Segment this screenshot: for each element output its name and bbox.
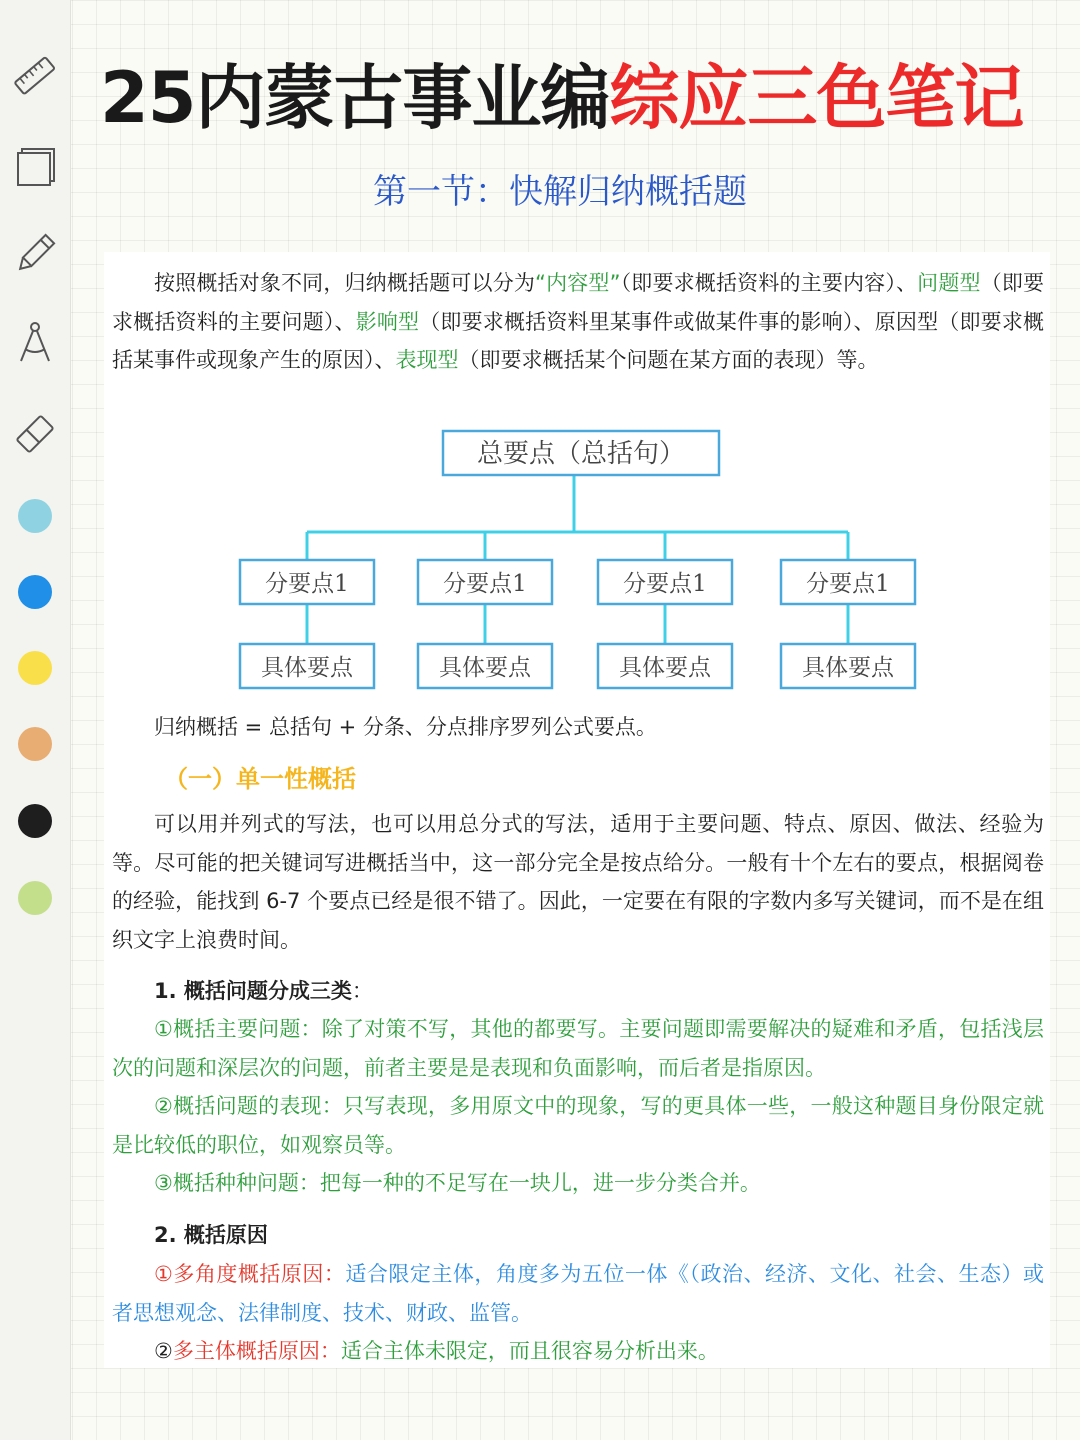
branch-box-label: 分要点1 [443, 571, 527, 597]
color-swatch[interactable] [18, 499, 52, 533]
branch-box [240, 560, 374, 604]
leaf-box [598, 644, 732, 688]
branch-box [598, 560, 732, 604]
sub1-heading-text: 1. 概括问题分成三类 [154, 979, 352, 1003]
note-paper [104, 252, 1050, 1368]
color-swatch[interactable] [18, 804, 52, 838]
color-swatch[interactable] [18, 575, 52, 609]
type-impact: 影响型 [355, 309, 420, 334]
top-box [443, 431, 719, 475]
eraser-icon[interactable] [9, 408, 61, 460]
sub2-item2-label: 多主体概括原因： [172, 1339, 341, 1363]
type-problem: 问题型 [917, 271, 981, 295]
formula-line: 归纳概括 = 总括句 + 分条、分点排序罗列公式要点。 [154, 715, 657, 739]
branch-box-label: 分要点1 [265, 571, 349, 597]
section1-body: 可以用并列式的写法，也可以用总分式的写法，适用于主要问题、特点、原因、做法、经验为等。尽可能的把关键词写进概括当中，这一部分完全是按点给分。一般有十个左右的要点，根据阅卷的经验，能找到 6-7 个要点已经是很不错了。因此，一定要在有限的字数内多写关键词，而不是在组织文字上浪费时间。 [112, 812, 1044, 952]
leaf-box-label: 具体要点 [619, 655, 711, 681]
leaf-box [781, 644, 915, 688]
compass-icon[interactable] [9, 316, 61, 368]
branch-box [781, 560, 915, 604]
type-content: “内容型” [535, 271, 621, 295]
sub2-heading: 2. 概括原因 [154, 1223, 268, 1247]
intro-text-4: （即要求概括资料里某事件或做某件事的影响）、原因型（即要求概括某事件或现象产生的原因）、 [112, 309, 1045, 372]
color-swatch[interactable] [18, 651, 52, 685]
sub1-item2: ②概括问题的表现：只写表现，多用原文中的现象，写的更具体一些，一般这种题目身份限定就是比较低的职位，如观察员等。 [112, 1094, 1044, 1157]
leaf-box [418, 644, 552, 688]
top-box-label: 总要点（总括句） [476, 439, 686, 469]
intro-text-1: 按照概括对象不同，归纳概括题可以分为 [154, 271, 536, 295]
sub1-heading-colon: ： [351, 979, 373, 1003]
sub2-item1-text: 适合限定主体，角度多为五位一体《（政治、经济、文化、社会、生态）或者思想观念、法律制度、技术、财政、监管。 [112, 1262, 1045, 1325]
title-black-part: 25内蒙古事业编 [100, 57, 610, 139]
type-manifestation: 表现型 [395, 348, 459, 372]
sub2-item1 [112, 1255, 1044, 1332]
pencil-icon[interactable] [9, 228, 61, 280]
intro-paragraph [112, 264, 1044, 380]
title-red-part: 综应三色笔记 [609, 57, 1024, 139]
leaf-box-label: 具体要点 [802, 655, 894, 681]
structure-diagram [104, 424, 1050, 704]
intro-text-2: （即要求概括资料的主要内容）、 [620, 271, 918, 295]
page-title [100, 56, 1070, 140]
leaf-box-label: 具体要点 [439, 655, 531, 681]
sub1-item3: ③概括种种问题：把每一种的不足写在一块儿，进一步分类合并。 [154, 1171, 761, 1195]
branch-box-label: 分要点1 [806, 571, 890, 597]
leaf-box-label: 具体要点 [261, 655, 353, 681]
ruler-icon[interactable] [9, 50, 61, 102]
color-swatch[interactable] [18, 881, 52, 915]
sub2-item2-text: 适合主体未限定，而且很容易分析出来。 [340, 1339, 719, 1363]
leaf-box [240, 644, 374, 688]
sub1-heading [112, 972, 1044, 1011]
section1-heading: （一）单一性概括 [164, 765, 356, 793]
intro-text-3: （即要求概括资料的主要问题）、 [112, 271, 1045, 334]
sub2-item1-label: ①多角度概括原因： [154, 1262, 346, 1286]
tool-sidebar [0, 0, 71, 1440]
sub1-item1: ①概括主要问题：除了对策不写，其他的都要写。主要问题即需要解决的疑难和矛盾，包括浅层次的问题和深层次的问题，前者主要是是表现和负面影响，而后者是指原因。 [112, 1017, 1044, 1080]
intro-text-5: （即要求概括某个问题在某方面的表现）等。 [458, 348, 879, 372]
section-subtitle: 第一节：快解归纳概括题 [373, 172, 747, 212]
branch-box-label: 分要点1 [623, 571, 707, 597]
sub2-item2 [112, 1332, 1044, 1371]
branch-box [418, 560, 552, 604]
color-swatch[interactable] [18, 727, 52, 761]
sub2-item2-num: ② [154, 1339, 173, 1363]
